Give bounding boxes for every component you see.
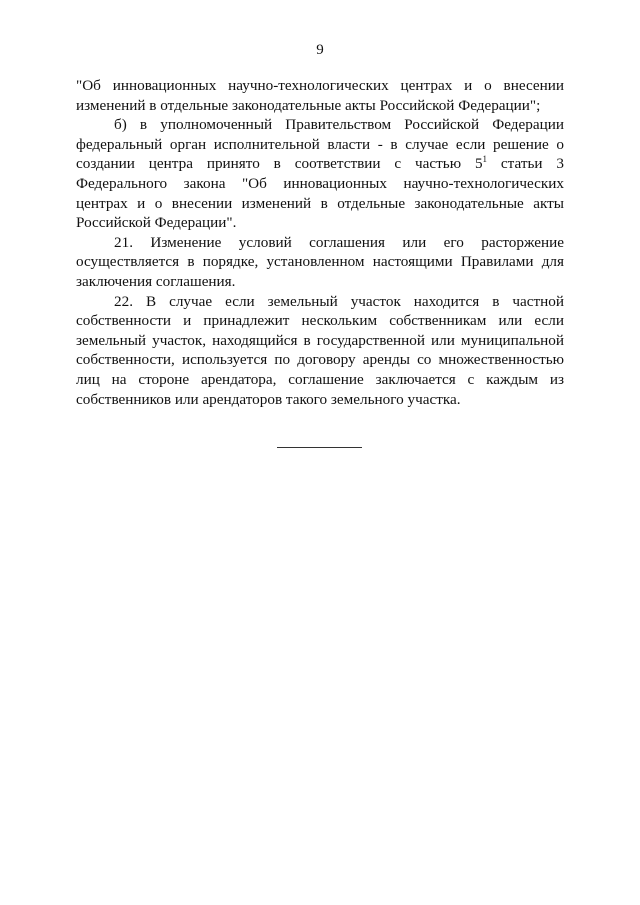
- superscript: 1: [482, 154, 488, 165]
- document-body: [76, 76, 564, 409]
- paragraph-text: б) в уполномоченный Правительством Российской Федерации федеральный орган исполнительной власти - в случае если решение о создании центра принято в соответствии с частью 5: [76, 116, 564, 173]
- paragraph-continuation: "Об инновационных научно-технологических центрах и о внесении изменений в отдельные законодательные акты Российской Федерации";: [76, 77, 564, 114]
- end-divider: [277, 447, 362, 448]
- paragraph-22: 22. В случае если земельный участок находится в частной собственности и принадлежит нескольким собственникам или если земельный участок, находящийся в государственной или муниципальной собственности, используется по договору аренды со множественностью лиц на стороне арендатора, соглашение заключается с каждым из собственников или арендаторов такого земельного участка.: [76, 292, 564, 408]
- paragraph-text: статьи 3 Федерального закона "Об инновационных научно-технологических центрах и о внесении изменений в отдельные законодательные акты Российской Федерации".: [76, 155, 564, 232]
- page-number: 9: [316, 42, 324, 58]
- paragraph-21: 21. Изменение условий соглашения или его расторжение осуществляется в порядке, установленном настоящими Правилами для заключения соглашения.: [76, 233, 564, 290]
- paragraph-item-b: [76, 115, 564, 233]
